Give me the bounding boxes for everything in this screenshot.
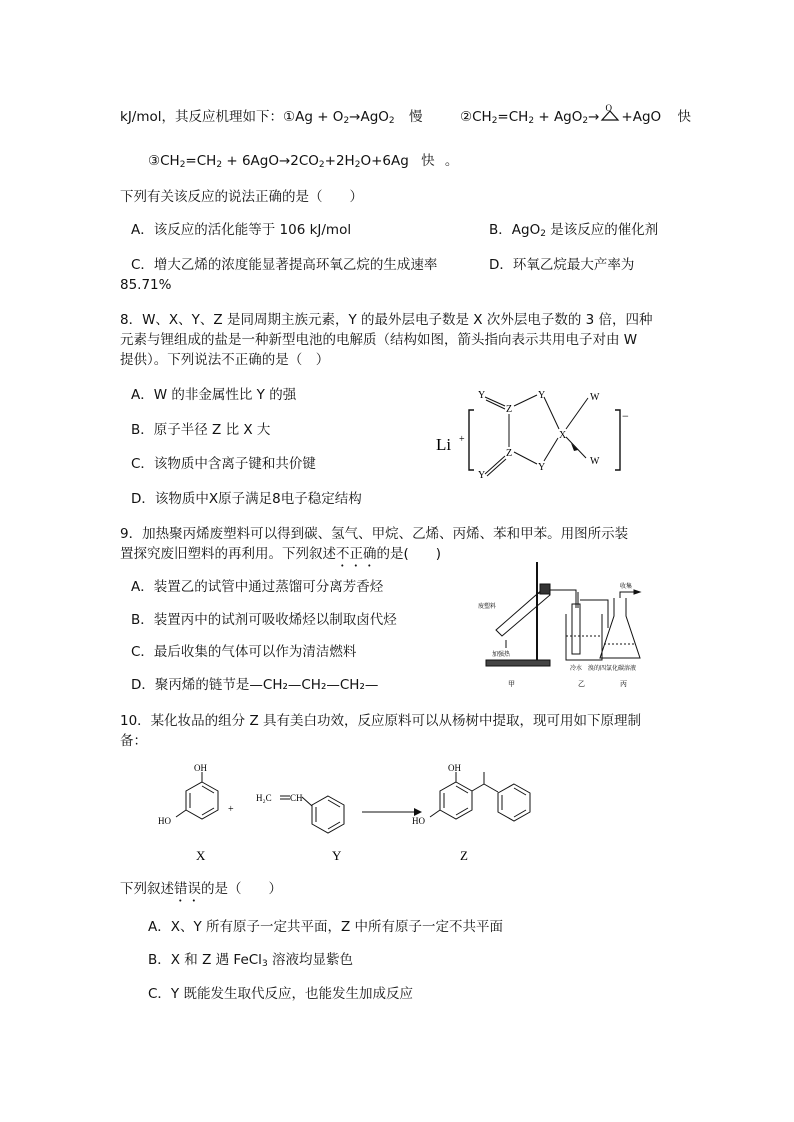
- q8-option-c: C．该物质中含离子键和共价键: [131, 456, 316, 472]
- text: 快: [421, 153, 435, 169]
- atom-y: Y: [538, 462, 546, 473]
- q10-option-c: C．Y 既能发生取代反应，也能发生加成反应: [148, 986, 413, 1002]
- minus-sign: −: [622, 409, 629, 423]
- emphasis-text: 不正确: [336, 546, 377, 562]
- q10-stem-line-1: 10．某化妆品的组分 Z 具有美白功效，反应原料可以从杨树中提取，现可用如下原理制: [120, 713, 642, 729]
- text: 置探究废旧塑料的再利用。下列叙述: [120, 546, 336, 562]
- collect-label: 收集: [620, 584, 633, 590]
- mechanism-line-1: [120, 108, 422, 126]
- q8-stem-line-2: 元素与锂组成的盐是一种新型电池的电解质（结构如图，箭头指向表示共用电子对由 W: [120, 332, 638, 348]
- text: 下列叙述: [120, 881, 174, 897]
- q8-stem-line-1: 8．W、X、Y、Z 是同周期主族元素，Y 的最外层电子数是 X 次外层电子数的 3 倍，四种: [120, 312, 653, 328]
- q9-option-b: B．装置丙中的试剂可吸收烯烃以制取卤代烃: [131, 612, 397, 628]
- apparatus-yi-label: 乙: [578, 680, 585, 688]
- text: →: [588, 109, 600, 125]
- text: 。: [444, 153, 459, 169]
- compound-z-label: Z: [460, 848, 468, 863]
- bromine-label: 溴的四氯化碳溶液: [588, 666, 637, 672]
- cold-water-label: 冷水: [570, 666, 583, 672]
- option-a: A．该反应的活化能等于 106 kJ/mol: [131, 222, 352, 238]
- text: O+6Ag: [360, 153, 409, 169]
- q10-prompt: [120, 880, 282, 905]
- question-7-prompt: 下列有关该反应的说法正确的是（ ）: [120, 189, 363, 205]
- text: 是该反应的催化剂: [545, 222, 659, 238]
- subscript: 2: [540, 229, 546, 239]
- apparatus-jia-label: 甲: [508, 680, 515, 688]
- subscript: 2: [216, 160, 223, 170]
- subscript: 2: [582, 116, 589, 126]
- subscript: 2: [318, 160, 325, 170]
- subscript: 2: [491, 116, 498, 126]
- option-d-continued: 85.71%: [120, 277, 172, 293]
- epoxide-icon: [599, 103, 621, 126]
- hydroxyl-label: OH: [194, 763, 207, 773]
- text: + 6AgO→2CO: [222, 153, 319, 169]
- mechanism-line-1-step2: [460, 103, 691, 126]
- epoxide-oxygen: O: [605, 103, 613, 113]
- text: ②CH: [460, 109, 492, 125]
- q10-reaction-figure: [140, 760, 560, 870]
- atom-w: W: [590, 392, 600, 403]
- q10-option-a: A．X、Y 所有原子一定共平面，Z 中所有原子一定不共平面: [148, 919, 504, 935]
- subscript: 3: [261, 959, 268, 969]
- option-d: D．环氧乙烷最大产率为: [489, 257, 635, 273]
- atom-y: Y: [478, 390, 486, 401]
- subscript: 2: [343, 116, 350, 126]
- text: 的是( ): [376, 546, 442, 562]
- atom-z: Z: [506, 448, 513, 459]
- text: + AgO: [534, 109, 583, 125]
- text: +AgO: [621, 109, 662, 125]
- option-b: [489, 221, 658, 239]
- text: ③CH: [148, 153, 180, 169]
- q10-stem-line-2: 备：: [120, 733, 147, 749]
- q8-option-b: B．原子半径 Z 比 X 大: [131, 422, 271, 438]
- text: B．AgO: [489, 222, 541, 238]
- subscript: 2: [388, 116, 395, 126]
- q8-option-a: A．W 的非金属性比 Y 的强: [131, 387, 297, 403]
- option-c: C．增大乙烯的浓度能显著提高环氧乙烷的生成速率: [131, 257, 438, 273]
- q9-stem-line-2: [120, 545, 441, 570]
- q9-option-a: A．装置乙的试管中通过蒸馏可分离芳香烃: [131, 579, 384, 595]
- text: =CH: [497, 109, 529, 125]
- subscript: 2: [528, 116, 535, 126]
- q8-structure-figure: [430, 380, 640, 490]
- atom-y: Y: [538, 390, 546, 401]
- atom-y: Y: [478, 470, 486, 481]
- emphasis-text: 错误: [174, 881, 201, 897]
- plus-sign: +: [228, 804, 234, 815]
- atom-x: X: [559, 430, 567, 441]
- atom-w: W: [590, 456, 600, 467]
- text: 快: [677, 109, 691, 125]
- q8-option-d: D．该物质中X原子满足8电子稳定结构: [131, 491, 362, 507]
- atom-z: Z: [506, 404, 513, 415]
- methylene-label: H₂C: [256, 793, 272, 803]
- text: →AgO: [349, 109, 389, 125]
- q10-option-b: [148, 951, 353, 969]
- lithium-label: Li: [436, 435, 452, 454]
- q9-stem-line-1: 9．加热聚丙烯废塑料可以得到碳、氢气、甲烷、乙烯、丙烯、苯和甲苯。用图所示装: [120, 526, 629, 542]
- compound-y-label: Y: [332, 848, 342, 863]
- text: B．X 和 Z 遇 FeCl: [148, 952, 262, 968]
- subscript: 2: [354, 160, 361, 170]
- hydroxyl-label: HO: [412, 816, 425, 826]
- subscript: 2: [179, 160, 186, 170]
- q9-option-d: D．聚丙烯的链节是—CH₂—CH₂—CH₂—: [131, 677, 379, 693]
- plastic-label: 废塑料: [478, 604, 497, 610]
- text: +2H: [324, 153, 355, 169]
- q8-stem-line-3: 提供）。下列说法不正确的是（ ）: [120, 352, 330, 368]
- methine-label: CH: [290, 793, 303, 803]
- apparatus-bing-label: 丙: [620, 680, 627, 688]
- compound-x-label: X: [196, 848, 206, 863]
- q9-option-c: C．最后收集的气体可以作为清洁燃料: [131, 644, 357, 660]
- text: =CH: [185, 153, 217, 169]
- plus-sign: +: [459, 434, 465, 445]
- q9-apparatus-figure: [474, 552, 656, 692]
- text: 溶液均显紫色: [267, 952, 353, 968]
- text: 慢: [408, 109, 423, 125]
- text: kJ/mol，其反应机理如下：①Ag + O: [120, 109, 344, 125]
- mechanism-line-2: [148, 152, 458, 170]
- hydroxyl-label: HO: [158, 816, 171, 826]
- heat-label: 加强热: [492, 652, 511, 658]
- text: 的是（ ）: [201, 881, 282, 897]
- hydroxyl-label: OH: [448, 763, 461, 773]
